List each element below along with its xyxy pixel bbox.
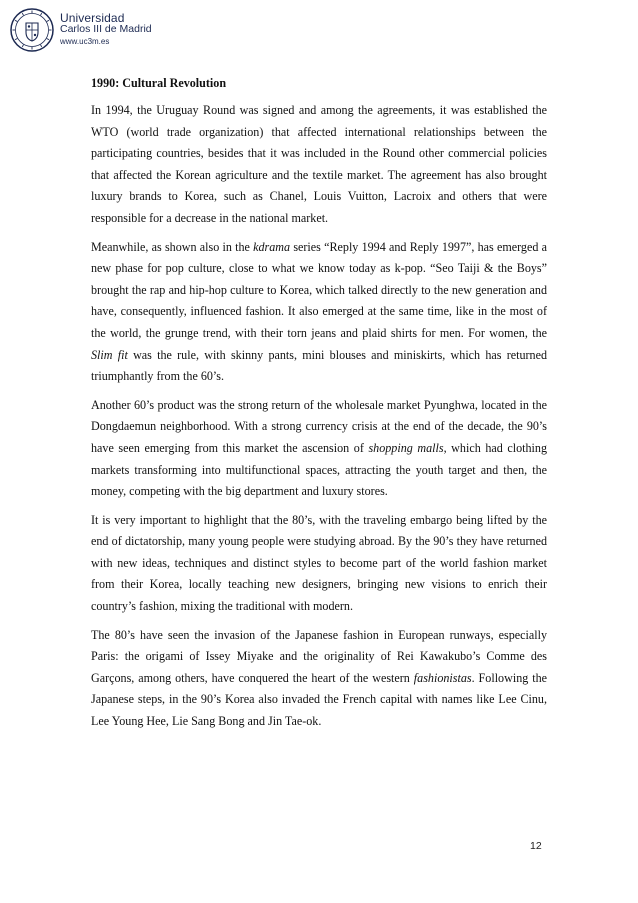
italic-term: Slim fit — [91, 347, 128, 362]
body-paragraph — [91, 625, 547, 733]
paragraph-text: was the rule, with skinny pants, mini blouses and miniskirts, which has returned triumphantly from the 60’s. — [91, 347, 547, 384]
university-subname: Carlos III de Madrid — [60, 23, 152, 35]
paragraph-text: series “Reply 1994 and Reply 1997”, has emerged a new phase for pop culture, close to what we know today as k-pop. “Seo Taiji & the Boys” brought the rap and hip-hop culture to Korea, which talked directly to the new generation and have, consequently, influenced fashion. It also emerged at the same time, like in the most of the world, the grunge trend, with their torn jeans and plaid shirts for men. For women, the — [91, 239, 547, 340]
university-seal-icon — [10, 8, 54, 52]
body-paragraph — [91, 100, 547, 230]
document-body — [91, 74, 547, 740]
paragraph-text: Meanwhile, as shown also in the — [91, 239, 254, 254]
paragraph-text: In 1994, the Uruguay Round was signed and among the agreements, it was established the WTO (world trade organization) that affected international relationships between the participating countries, besides that it was included in the Round other commercial policies that affected the Korean agriculture and the textile market. The agreement has also brought luxury brands to Korea, such as Chanel, Louis Vuitton, Lacroix and others that were responsible for a decrease in the national market. — [91, 103, 547, 225]
italic-term: fashionistas — [413, 670, 472, 685]
paragraph-text: . Following the Japanese steps, in the 90’s Korea also invaded the French capital with names like Lee Cinu, Lee Young Hee, Lie Sang Bong and Jin Tae-ok. — [91, 670, 547, 729]
body-paragraph — [91, 237, 547, 388]
paragraph-text: , which had clothing markets transforming into multifunctional spaces, attracting the youth target and then, the money, competing with the big department and luxury stores. — [91, 440, 547, 499]
italic-term: shopping malls — [368, 440, 444, 455]
university-wordmark — [60, 13, 152, 47]
body-paragraph — [91, 395, 547, 503]
paragraph-list — [91, 100, 547, 733]
italic-term: kdrama — [253, 239, 291, 254]
university-header — [10, 8, 152, 52]
university-website: www.uc3m.es — [60, 37, 110, 46]
page-number: 12 — [530, 840, 542, 852]
section-heading: 1990: Cultural Revolution — [91, 76, 227, 90]
paragraph-text: Another 60’s product was the strong return of the wholesale market Pyunghwa, located in the Dongdaemun neighborhood. With a strong currency crisis at the end of the decade, the 90’s have seen emerging from this market the ascension of — [91, 397, 547, 455]
body-paragraph — [91, 510, 547, 618]
paragraph-text: The 80’s have seen the invasion of the Japanese fashion in European runways, especially Paris: the origami of Issey Miyake and the originality of Rei Kawakubo’s Comme des Garçons, among others, have conquered the heart of the western — [91, 627, 547, 685]
paragraph-text: It is very important to highlight that the 80’s, with the traveling embargo being lifted by the end of dictatorship, many young people were studying abroad. By the 90’s they have returned with new ideas, techniques and distinct styles to become part of the world fashion market from their Korea, locally teaching new designers, bringing new visions to enrich their country’s fashion, mixing the traditional with modern. — [91, 512, 547, 614]
university-name: Universidad — [60, 11, 125, 25]
